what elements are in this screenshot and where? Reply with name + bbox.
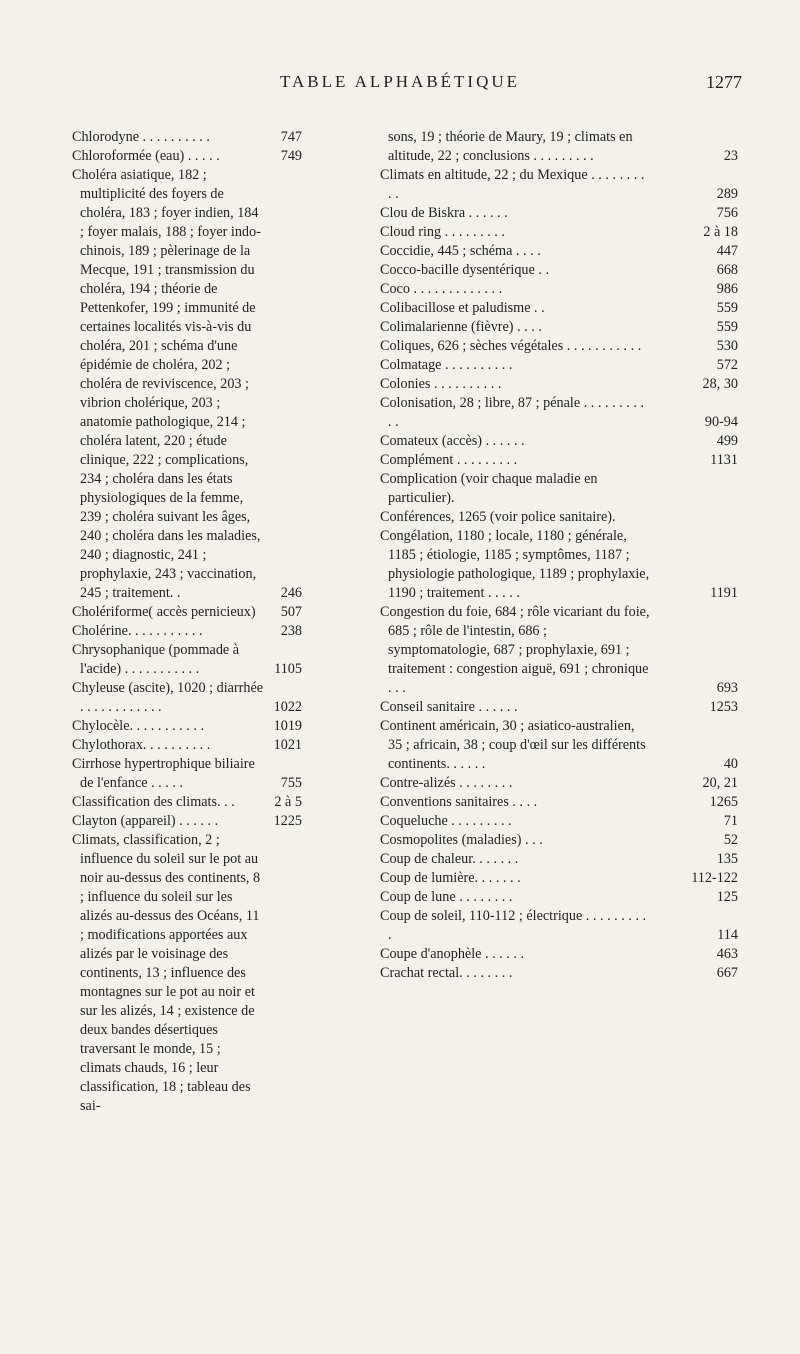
entry-page: 1105	[274, 661, 302, 677]
index-entry	[72, 812, 302, 831]
index-entry	[380, 204, 738, 223]
index-entry	[72, 736, 302, 755]
page-number: 1277	[706, 72, 742, 92]
index-entry	[380, 470, 738, 508]
entry-text: Crachat rectal. . . . . . . .	[380, 965, 513, 981]
index-entry	[380, 166, 738, 204]
entry-text: Choléra asiatique, 182 ; multiplicité des foyers de choléra, 183 ; foyer indien, 184 ; foyer malais, 188 ; foyer indo-chinois, 189 ; pèlerinage de la Mecque, 191 ; transmission du choléra, 194 ; théorie de Pettenkofer, 199 ; immunité de certaines localités vis-à-vis du choléra, 201 ; schéma d'une épidémie de choléra, 202 ; choléra de reviviscence, 203 ; vibrion cholérique, 203 ; anatomie pathologique, 214 ; choléra latent, 220 ; étude clinique, 222 ; complications, 234 ; choléra dans les états physiologiques de la femme, 239 ; choléra suivant les âges, 240 ; choléra dans les maladies, 240 ; diagnostic, 241 ; prophylaxie, 243 ; vaccination, 245 ; traitement. .	[72, 167, 261, 601]
index-entry	[380, 698, 738, 717]
entry-text: Colibacillose et paludisme . .	[380, 300, 545, 316]
entry-text: Clayton (appareil) . . . . . .	[72, 813, 219, 829]
left-column	[72, 128, 302, 1116]
entry-page: 289	[716, 186, 738, 202]
entry-text: Cloud ring . . . . . . . . .	[380, 224, 505, 240]
index-entry	[380, 261, 738, 280]
entry-text: Coup de soleil, 110-112 ; électrique . . . . . . . . . .	[380, 908, 647, 943]
entry-text: Congestion du foie, 684 ; rôle vicariant du foie, 685 ; rôle de l'intestin, 686 ; symptomatologie, 687 ; prophylaxie, 691 ; traitement : congestion aiguë, 691 ; chronique . . .	[380, 604, 650, 696]
entry-text: Conventions sanitaires . . . .	[380, 794, 538, 810]
index-entry	[380, 223, 738, 242]
entry-page: 135	[716, 851, 738, 867]
index-entry	[72, 679, 302, 717]
entry-page: 1225	[273, 813, 302, 829]
index-entry	[380, 793, 738, 812]
entry-page: 1021	[273, 737, 302, 753]
index-entry	[380, 508, 738, 527]
entry-text: Colonisation, 28 ; libre, 87 ; pénale . . . . . . . . . . .	[380, 395, 645, 430]
entry-text: Classification des climats. . .	[72, 794, 235, 810]
index-entry	[380, 850, 738, 869]
entry-page: 507	[280, 604, 302, 620]
entry-page: 1191	[710, 585, 738, 601]
entry-text: Conseil sanitaire . . . . . .	[380, 699, 518, 715]
entry-page: 986	[716, 281, 738, 297]
entry-page: 447	[716, 243, 738, 259]
entry-page: 1265	[709, 794, 738, 810]
index-entry	[380, 831, 738, 850]
index-entry	[380, 907, 738, 945]
entry-page: 71	[723, 813, 738, 829]
entry-text: Coqueluche . . . . . . . . .	[380, 813, 512, 829]
index-entry	[72, 166, 302, 603]
index-entry	[380, 812, 738, 831]
index-entry	[72, 641, 302, 679]
entry-page: 20, 21	[702, 775, 738, 791]
index-entry	[380, 299, 738, 318]
entry-page: 114	[717, 927, 738, 943]
entry-page: 238	[280, 623, 302, 639]
entry-text: Cirrhose hypertrophique biliaire de l'enfance . . . . .	[72, 756, 255, 791]
entry-text: Coco . . . . . . . . . . . . .	[380, 281, 503, 297]
entry-page: 756	[716, 205, 738, 221]
index-entry	[72, 147, 302, 166]
index-entry	[380, 280, 738, 299]
entry-text: Chlorodyne . . . . . . . . . .	[72, 129, 210, 145]
entry-page: 2 à 5	[274, 794, 302, 810]
entry-text: Clou de Biskra . . . . . .	[380, 205, 508, 221]
entry-text: Cholériforme( accès pernicieux)	[72, 604, 256, 620]
entry-page: 1019	[273, 718, 302, 734]
entry-text: Comateux (accès) . . . . . .	[380, 433, 525, 449]
index-entry	[380, 964, 738, 983]
entry-text: Contre-alizés . . . . . . . .	[380, 775, 513, 791]
page-header	[0, 72, 800, 98]
entry-page: 40	[723, 756, 738, 772]
entry-text: Chloroformée (eau) . . . . .	[72, 148, 220, 164]
entry-page: 28, 30	[702, 376, 738, 392]
entry-page: 749	[280, 148, 302, 164]
entry-text: Complication (voir chaque maladie en particulier).	[380, 471, 598, 506]
right-column	[380, 128, 738, 983]
entry-page: 755	[280, 775, 302, 791]
entry-text: Chrysophanique (pommade à l'acide) . . . . . . . . . . .	[72, 642, 240, 677]
index-entry	[72, 793, 302, 812]
index-entry	[72, 717, 302, 736]
entry-page: 693	[716, 680, 738, 696]
entry-page: 667	[716, 965, 738, 981]
entry-text: Chylothorax. . . . . . . . . .	[72, 737, 211, 753]
index-entry	[380, 945, 738, 964]
entry-text: Conférences, 1265 (voir police sanitaire).	[380, 509, 616, 525]
entry-page: 1253	[709, 699, 738, 715]
entry-text: Coup de chaleur. . . . . . .	[380, 851, 519, 867]
entry-text: Cocco-bacille dysentérique . .	[380, 262, 550, 278]
entry-page: 90-94	[704, 414, 738, 430]
index-entry	[380, 242, 738, 261]
index-entry	[380, 603, 738, 698]
entry-page: 125	[716, 889, 738, 905]
entry-text: Coup de lune . . . . . . . .	[380, 889, 513, 905]
entry-page: 112-122	[691, 870, 738, 886]
index-entry	[380, 128, 738, 166]
entry-text: Complément . . . . . . . . .	[380, 452, 518, 468]
index-entry	[380, 888, 738, 907]
index-entry	[380, 356, 738, 375]
index-entry	[72, 128, 302, 147]
index-entry	[380, 375, 738, 394]
entry-text: Cholérine. . . . . . . . . . .	[72, 623, 203, 639]
entry-text: Congélation, 1180 ; locale, 1180 ; générale, 1185 ; étiologie, 1185 ; symptômes, 1187 ; physiologie pathologique, 1189 ; prophylaxie, 1190 ; traitement . . . . .	[380, 528, 650, 601]
entry-page: 530	[716, 338, 738, 354]
entry-text: Colimalarienne (fièvre) . . . .	[380, 319, 542, 335]
entry-text: Cosmopolites (maladies) . . .	[380, 832, 543, 848]
entry-text: Coccidie, 445 ; schéma . . . .	[380, 243, 541, 259]
index-entry	[380, 337, 738, 356]
entry-text: Climats en altitude, 22 ; du Mexique . . . . . . . . . .	[380, 167, 645, 202]
entry-page: 572	[716, 357, 738, 373]
index-entry	[380, 432, 738, 451]
entry-page: 1022	[273, 699, 302, 715]
entry-page: 668	[716, 262, 738, 278]
entry-text: Colmatage . . . . . . . . . .	[380, 357, 513, 373]
entry-text: Chyleuse (ascite), 1020 ; diarrhée . . . . . . . . . . . .	[72, 680, 264, 715]
page-title: TABLE ALPHABÉTIQUE	[279, 72, 521, 91]
entry-page: 499	[716, 433, 738, 449]
entry-page: 52	[723, 832, 738, 848]
entry-text: Climats, classification, 2 ; influence du soleil sur le pot au noir au-dessus des continents, 8 ; influence du soleil sur les alizés au-dessus des Océans, 11 ; modifications apportées aux alizés par le voisinage des continents, 13 ; influence des montagnes sur le pot au noir et sur les alizés, 14 ; existence de deux bandes désertiques traversant le monde, 15 ; climats chauds, 16 ; leur classification, 18 ; tableau des sai-	[72, 832, 261, 1114]
index-entry	[380, 318, 738, 337]
entry-page: 559	[716, 300, 738, 316]
entry-text: Chylocèle. . . . . . . . . . .	[72, 718, 205, 734]
entry-text: Colonies . . . . . . . . . .	[380, 376, 502, 392]
index-entry	[380, 527, 738, 603]
index-entry	[72, 831, 302, 1116]
entry-page: 2 à 18	[703, 224, 738, 240]
index-entry	[380, 451, 738, 470]
entry-text: sons, 19 ; théorie de Maury, 19 ; climats en altitude, 22 ; conclusions . . . . . . . . .	[388, 129, 633, 164]
entry-page: 246	[280, 585, 302, 601]
index-entry	[72, 622, 302, 641]
index-entry	[72, 603, 302, 622]
entry-page: 23	[723, 148, 738, 164]
entry-page: 463	[716, 946, 738, 962]
entry-page: 559	[716, 319, 738, 335]
entry-page: 747	[280, 129, 302, 145]
entry-text: Coupe d'anophèle . . . . . .	[380, 946, 525, 962]
index-entry	[380, 774, 738, 793]
index-entry	[380, 717, 738, 774]
entry-text: Coup de lumière. . . . . . .	[380, 870, 521, 886]
index-entry	[380, 869, 738, 888]
entry-text: Continent américain, 30 ; asiatico-australien, 35 ; africain, 38 ; coup d'œil sur les différents continents. . . . . .	[380, 718, 646, 772]
index-entry	[72, 755, 302, 793]
entry-text: Coliques, 626 ; sèches végétales . . . . . . . . . . .	[380, 338, 642, 354]
index-entry	[380, 394, 738, 432]
entry-page: 1131	[710, 452, 738, 468]
